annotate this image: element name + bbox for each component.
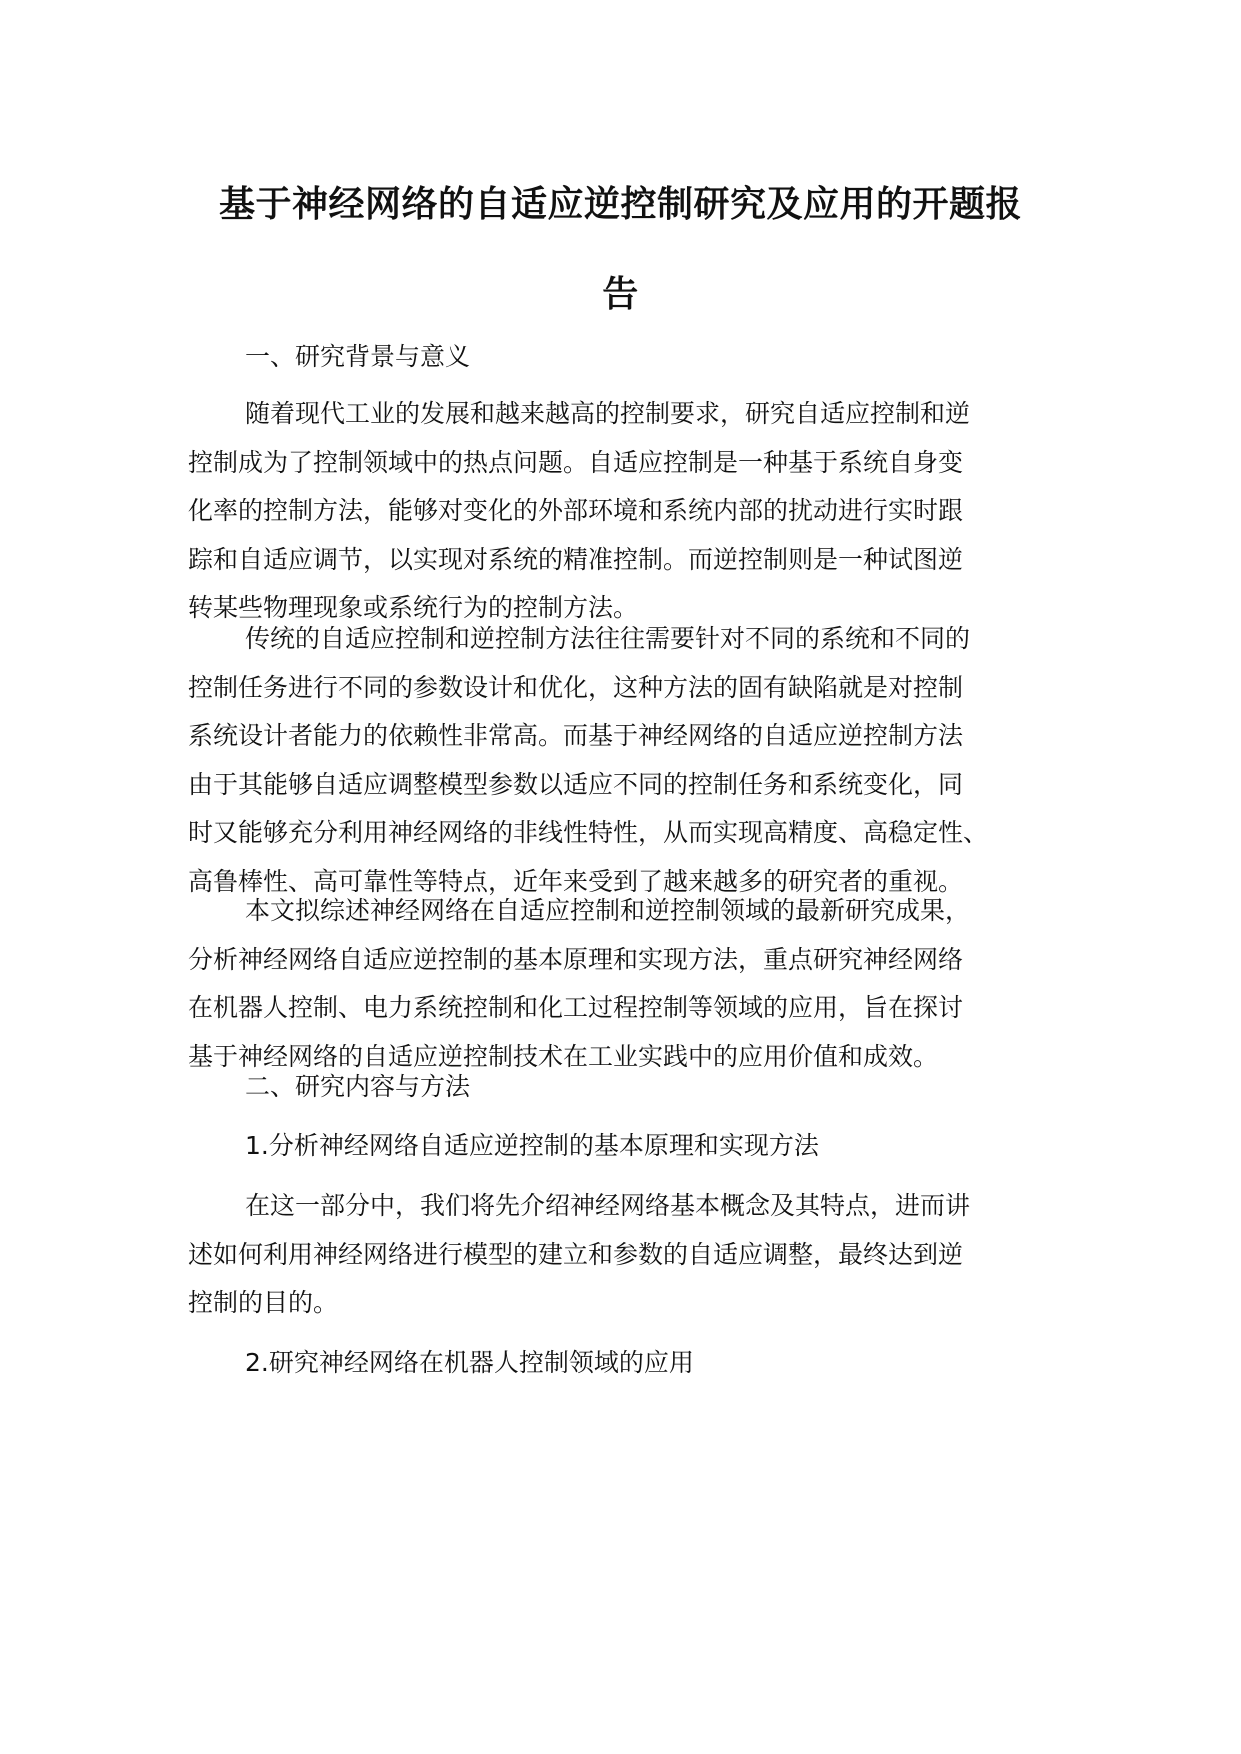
- document-title-line-2: 告: [602, 274, 639, 315]
- paragraph-line: 控制任务进行不同的参数设计和优化，这种方法的固有缺陷就是对控制: [188, 672, 964, 702]
- document-title-line-1: 基于神经网络的自适应逆控制研究及应用的开题报: [218, 184, 1022, 225]
- paragraph-1: [188, 390, 1088, 633]
- paragraph-line: 转某些物理现象或系统行为的控制方法。: [188, 593, 639, 622]
- paragraph-line: 控制成为了控制领域中的热点问题。自适应控制是一种基于系统自身变: [188, 447, 964, 477]
- subsection-heading-1: 1.分析神经网络自适应逆控制的基本原理和实现方法: [245, 1131, 819, 1160]
- paragraph-line: 在这一部分中，我们将先介绍神经网络基本概念及其特点，进而讲: [245, 1191, 971, 1220]
- paragraph-line: 基于神经网络的自适应逆控制技术在工业实践中的应用价值和成效。: [188, 1041, 939, 1071]
- paragraph-line: 本文拟综述神经网络在自适应控制和逆控制领域的最新研究成果，: [245, 896, 971, 925]
- paragraph-line: 时又能够充分利用神经网络的非线性特性，从而实现高精度、高稳定性、: [188, 818, 989, 847]
- paragraph-line: 传统的自适应控制和逆控制方法往往需要针对不同的系统和不同的: [245, 624, 971, 653]
- paragraph-line: 由于其能够自适应调整模型参数以适应不同的控制任务和系统变化，同: [188, 769, 964, 799]
- paragraph-line: 高鲁棒性、高可靠性等特点，近年来受到了越来越多的研究者的重视。: [188, 866, 964, 896]
- paragraph-3: [188, 887, 1088, 1081]
- paragraph-line: 分析神经网络自适应逆控制的基本原理和实现方法，重点研究神经网络: [188, 944, 964, 974]
- paragraph-2: [188, 615, 1088, 906]
- section-heading-methods: 二、研究内容与方法: [245, 1072, 471, 1101]
- paragraph-4: [188, 1182, 1088, 1328]
- paragraph-line: 控制的目的。: [188, 1288, 339, 1317]
- paragraph-line: 系统设计者能力的依赖性非常高。而基于神经网络的自适应逆控制方法: [188, 721, 964, 750]
- paragraph-line: 随着现代工业的发展和越来越高的控制要求，研究自适应控制和逆: [245, 399, 971, 428]
- paragraph-line: 在机器人控制、电力系统控制和化工过程控制等领域的应用，旨在探讨: [188, 993, 964, 1022]
- paragraph-line: 述如何利用神经网络进行模型的建立和参数的自适应调整，最终达到逆: [188, 1239, 964, 1269]
- paragraph-line: 踪和自适应调节，以实现对系统的精准控制。而逆控制则是一种试图逆: [188, 544, 964, 574]
- paragraph-line: 化率的控制方法，能够对变化的外部环境和系统内部的扰动进行实时跟: [188, 496, 964, 525]
- section-heading-background: 一、研究背景与意义: [245, 342, 471, 371]
- subsection-heading-2: 2.研究神经网络在机器人控制领域的应用: [245, 1348, 694, 1377]
